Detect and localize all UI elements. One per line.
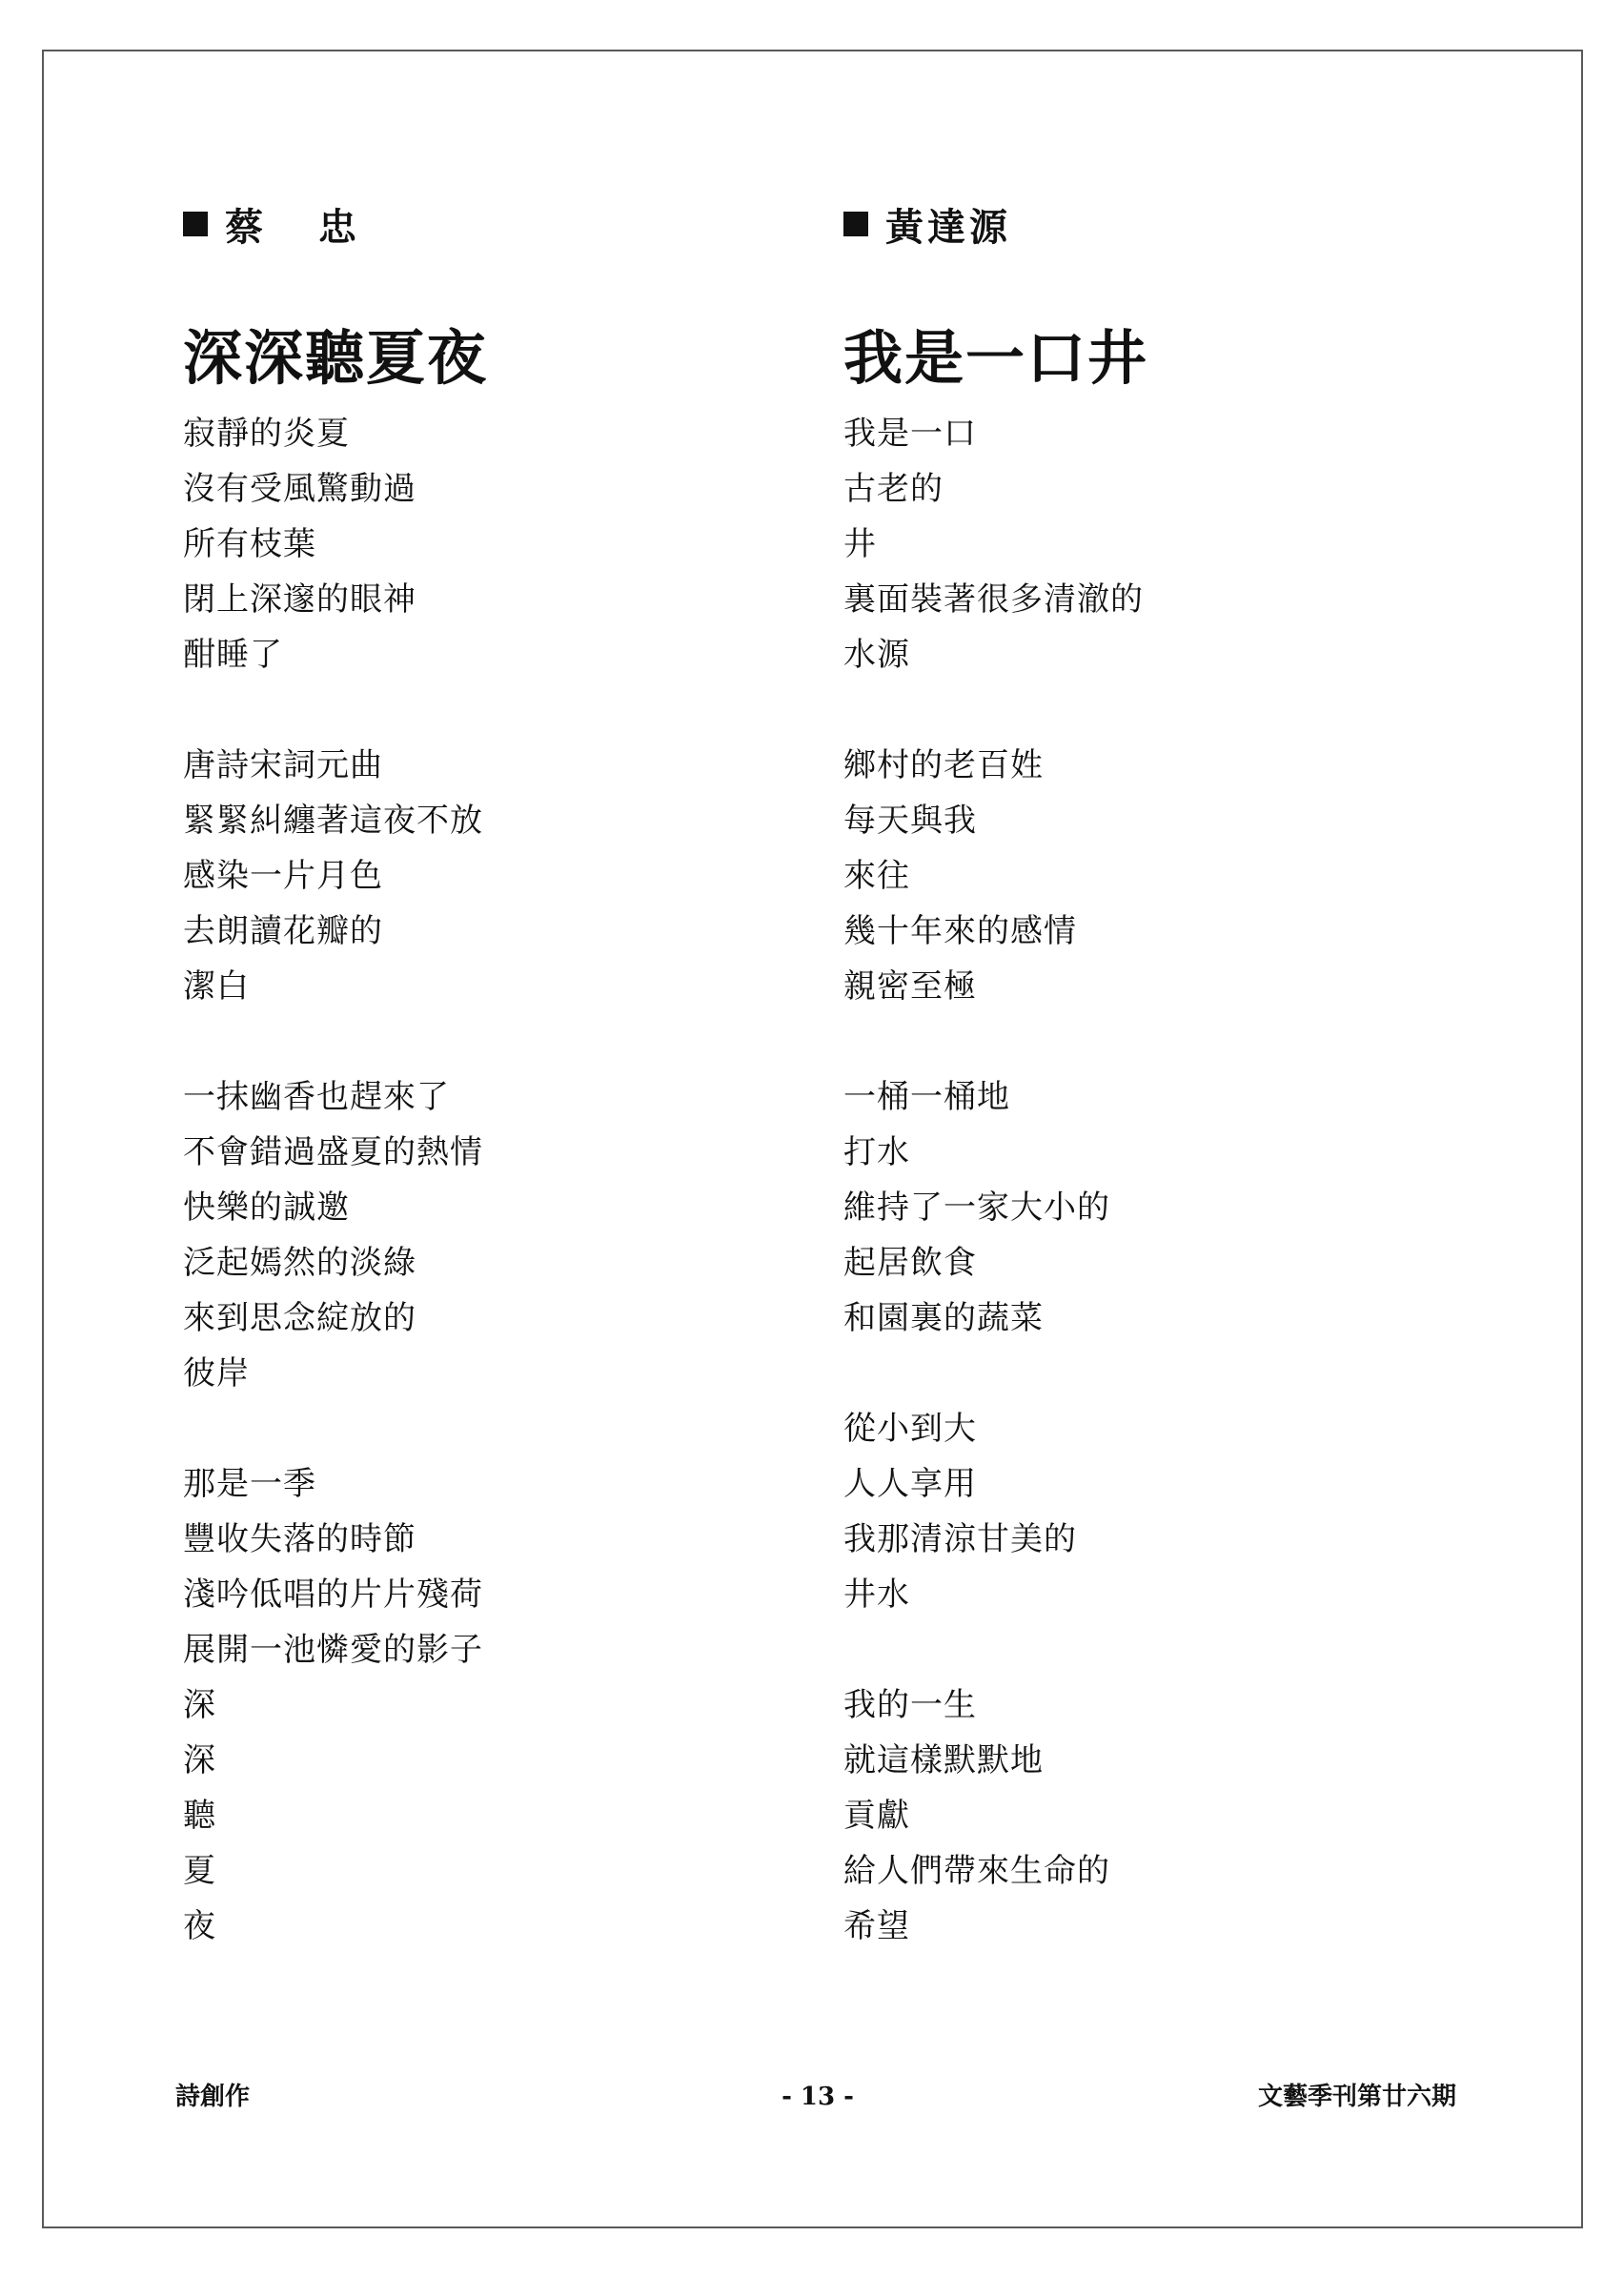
author-heading-left	[183, 191, 793, 257]
poem-line: 希望	[843, 1907, 910, 1945]
poem-line: 夏	[183, 1852, 216, 1890]
square-bullet-icon	[183, 212, 208, 236]
poem-line: 彼岸	[183, 1354, 250, 1393]
poem-line: 裏面裝著很多清澈的	[843, 580, 1144, 619]
poem-line: 不會錯過盛夏的熱情	[183, 1133, 483, 1171]
poem-line: 所有枝葉	[183, 525, 316, 563]
poem-line: 深	[183, 1686, 216, 1724]
poem-line: 聽	[183, 1797, 216, 1835]
poem-line: 淺吟低唱的片片殘荷	[183, 1576, 483, 1614]
poem-line: 展開一池憐愛的影子	[183, 1631, 483, 1669]
poem-line: 人人享用	[843, 1465, 977, 1503]
poem-line: 那是一季	[183, 1465, 316, 1503]
poem-column-left	[183, 191, 793, 2009]
stanza	[183, 1456, 793, 1954]
poem-line: 深	[183, 1741, 216, 1779]
stanza	[183, 406, 793, 682]
poem-line: 感染一片月色	[183, 857, 383, 895]
author-name: 黃達源	[885, 204, 1011, 250]
poem-line: 我是一口	[843, 415, 977, 453]
footer-section-label: 詩創作	[175, 2083, 251, 2111]
poem-line: 泛起嫣然的淡綠	[183, 1244, 416, 1282]
poem-line: 給人們帶來生命的	[843, 1852, 1110, 1890]
poem-line: 沒有受風驚動過	[183, 470, 416, 508]
stanza	[183, 1069, 793, 1401]
poem-line: 豐收失落的時節	[183, 1520, 416, 1558]
poem-body	[183, 406, 793, 1954]
stanza	[843, 406, 1453, 682]
poem-line: 打水	[843, 1133, 910, 1171]
author-heading-right	[843, 191, 1453, 257]
stanza	[843, 1677, 1453, 1954]
poem-line: 每天與我	[843, 802, 977, 840]
poem-line: 維持了一家大小的	[843, 1189, 1110, 1227]
poem-line: 和園裏的蔬菜	[843, 1299, 1044, 1337]
square-bullet-icon	[843, 212, 868, 236]
poem-line: 快樂的誠邀	[183, 1189, 350, 1227]
poem-line: 唐詩宋詞元曲	[183, 746, 383, 784]
footer-publication: 文藝季刊第廿六期	[1257, 2083, 1456, 2111]
stanza	[843, 1069, 1453, 1346]
footer-page-number: - 13 -	[782, 2083, 854, 2111]
poem-line: 一抹幽香也趕來了	[183, 1078, 450, 1116]
poem-line: 親密至極	[843, 967, 977, 1006]
author-name: 蔡 忠	[225, 204, 377, 250]
stanza	[843, 738, 1453, 1014]
poem-line: 水源	[843, 636, 910, 674]
poem-line: 鄉村的老百姓	[843, 746, 1044, 784]
poem-column-right	[843, 191, 1453, 2009]
poem-line: 一桶一桶地	[843, 1078, 1010, 1116]
stanza	[843, 1401, 1453, 1622]
poem-line: 起居飲食	[843, 1244, 977, 1282]
poem-line: 就這樣默默地	[843, 1741, 1044, 1779]
poem-body	[843, 406, 1453, 1954]
poem-line: 井	[843, 525, 877, 563]
poem-line: 來到思念綻放的	[183, 1299, 416, 1337]
poem-line: 從小到大	[843, 1410, 977, 1448]
poem-line: 我那清涼甘美的	[843, 1520, 1077, 1558]
poem-line: 夜	[183, 1907, 216, 1945]
poem-line: 緊緊糾纏著這夜不放	[183, 802, 483, 840]
poem-line: 寂靜的炎夏	[183, 415, 350, 453]
stanza	[183, 738, 793, 1014]
poem-line: 貢獻	[843, 1797, 910, 1835]
poem-title: 深深聽夏夜	[183, 323, 489, 393]
poem-line: 酣睡了	[183, 636, 283, 674]
poem-line: 來往	[843, 857, 910, 895]
poem-line: 潔白	[183, 967, 250, 1006]
poem-line: 井水	[843, 1576, 910, 1614]
poem-line: 古老的	[843, 470, 944, 508]
poem-title: 我是一口井	[843, 323, 1149, 393]
poem-line: 我的一生	[843, 1686, 977, 1724]
poem-line: 去朗讀花瓣的	[183, 912, 383, 950]
poem-line: 閉上深邃的眼神	[183, 580, 416, 619]
poem-line: 幾十年來的感情	[843, 912, 1077, 950]
